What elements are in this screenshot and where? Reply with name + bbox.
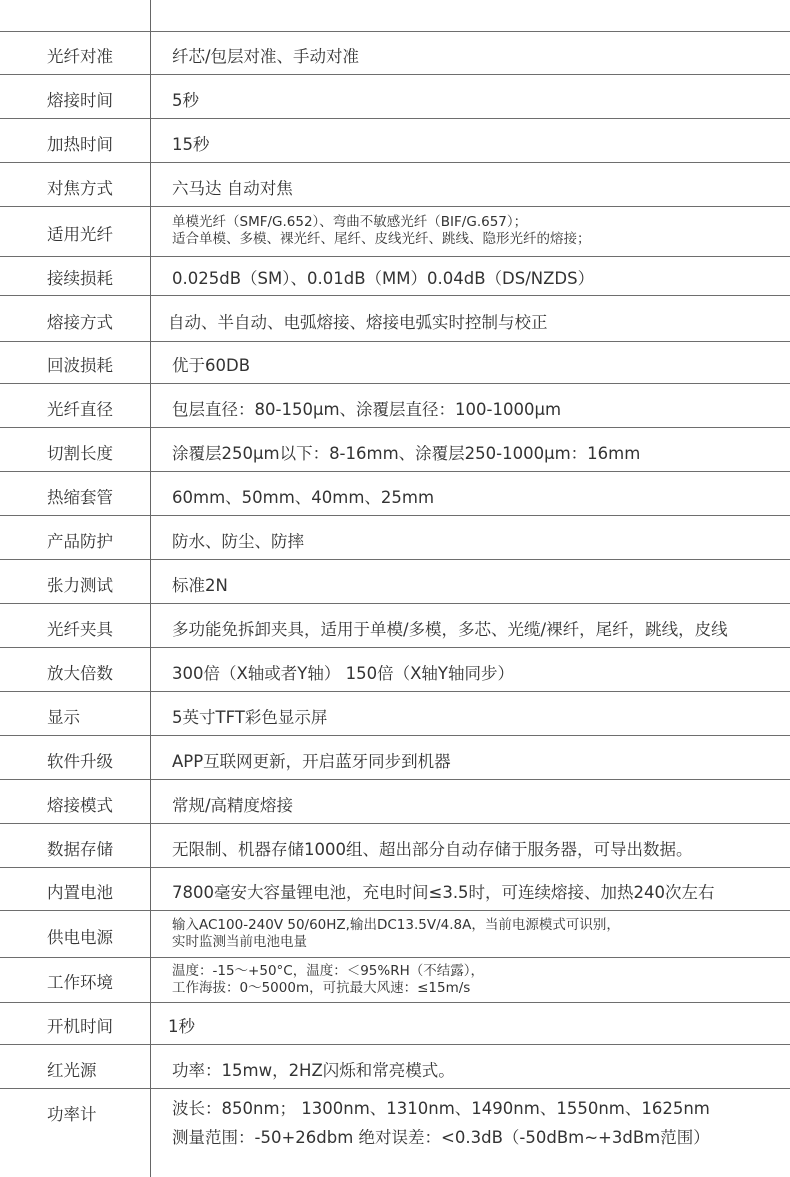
- spec-key: 熔接模式: [47, 796, 113, 815]
- spec-value: APP互联网更新，开启蓝牙同步到机器: [172, 752, 451, 771]
- spec-value-line: 测量范围：-50+26dbm 绝对误差：<0.3dB（-50dBm~+3dBm范围）: [172, 1128, 710, 1147]
- table-row: [0, 736, 790, 780]
- spec-value: 300倍（X轴或者Y轴） 150倍（X轴Y轴同步）: [172, 664, 514, 683]
- table-row: [0, 257, 790, 296]
- spec-value-line: 实时监测当前电池电量: [172, 934, 307, 950]
- spec-key: 显示: [47, 708, 80, 727]
- spec-value: 60mm、50mm、40mm、25mm: [172, 488, 435, 507]
- table-row: [0, 119, 790, 163]
- table-row: [0, 342, 790, 384]
- table-row: [0, 1089, 790, 1177]
- spec-value: 常规/高精度熔接: [172, 796, 294, 815]
- spec-key: 热缩套管: [47, 488, 113, 507]
- table-row: [0, 296, 790, 342]
- spec-key: 接续损耗: [47, 269, 113, 288]
- spec-value: 7800毫安大容量锂电池，充电时间≤3.5时，可连续熔接、加热240次左右: [172, 883, 715, 902]
- table-row: [0, 516, 790, 560]
- table-row: [0, 692, 790, 736]
- spec-value-line: 适合单模、多模、裸光纤、尾纤、皮线光纤、跳线、隐形光纤的熔接；: [172, 231, 591, 247]
- spec-key: 熔接方式: [47, 313, 113, 332]
- spec-value: 无限制、机器存储1000组、超出部分自动存储于服务器，可导出数据。: [172, 840, 693, 859]
- table-row: [0, 648, 790, 692]
- table-row: [0, 868, 790, 911]
- spec-key: 放大倍数: [47, 664, 113, 683]
- column-divider: [150, 0, 151, 1177]
- spec-value: 1秒: [168, 1017, 195, 1036]
- spec-key: 对焦方式: [47, 179, 113, 198]
- spec-value: 15秒: [172, 135, 210, 154]
- spec-value: 纤芯/包层对准、手动对准: [172, 47, 360, 66]
- spec-key: 切割长度: [47, 444, 113, 463]
- spec-value: 包层直径：80-150μm、涂覆层直径：100-1000μm: [172, 400, 562, 419]
- table-row: [0, 958, 790, 1003]
- spec-key: 供电电源: [47, 928, 113, 947]
- spec-value-line: 波长：850nm； 1300nm、1310nm、1490nm、1550nm、1625nm: [172, 1099, 710, 1118]
- table-row: [0, 604, 790, 648]
- table-row: [0, 1045, 790, 1089]
- spec-value: 自动、半自动、电弧熔接、熔接电弧实时控制与校正: [168, 313, 548, 332]
- spec-key: 适用光纤: [47, 225, 113, 244]
- spec-value: [172, 963, 786, 997]
- table-row: [0, 75, 790, 119]
- spec-value-line: 单模光纤（SMF/G.652）、弯曲不敏感光纤（BIF/G.657）；: [172, 214, 528, 230]
- spec-key: 光纤夹具: [47, 620, 113, 639]
- table-row: [0, 32, 790, 75]
- spec-value-line: 输入AC100-240V 50/60HZ,输出DC13.5V/4.8A，当前电源模式可识别，: [172, 917, 620, 933]
- table-row: [0, 428, 790, 472]
- spec-key: 内置电池: [47, 883, 113, 902]
- spec-key: 光纤对准: [47, 47, 113, 66]
- table-row: [0, 1003, 790, 1045]
- spec-value: 防水、防尘、防摔: [172, 532, 304, 551]
- spec-key: 回波损耗: [47, 356, 113, 375]
- spec-value: 5秒: [172, 91, 199, 110]
- spec-key: 熔接时间: [47, 91, 113, 110]
- spec-value: 功率：15mw，2HZ闪烁和常亮模式。: [172, 1061, 455, 1080]
- spec-value: 5英寸TFT彩色显示屏: [172, 708, 328, 727]
- spec-value: 多功能免拆卸夹具，适用于单模/多模，多芯、光缆/裸纤，尾纤，跳线，皮线: [172, 620, 728, 639]
- spec-key: 开机时间: [47, 1017, 113, 1036]
- spec-value: 标准2N: [172, 576, 228, 595]
- spec-value: [172, 917, 786, 951]
- spec-key: 加热时间: [47, 135, 113, 154]
- spec-key: 红光源: [47, 1061, 97, 1080]
- spec-value: [172, 214, 786, 248]
- spec-key: 数据存储: [47, 840, 113, 859]
- table-top-spacer: [0, 0, 790, 32]
- spec-key: 张力测试: [47, 576, 113, 595]
- table-row: [0, 472, 790, 516]
- table-row: [0, 824, 790, 868]
- spec-value-line: 温度：-15～+50°C，温度：＜95%RH（不结露），: [172, 963, 485, 979]
- spec-value-line: 工作海拔：0～5000m，可抗最大风速：≤15m/s: [172, 980, 471, 996]
- spec-key: 工作环境: [47, 973, 113, 992]
- spec-value: [172, 1094, 786, 1152]
- table-row: [0, 163, 790, 207]
- spec-value: 0.025dB（SM）、0.01dB（MM）0.04dB（DS/NZDS）: [172, 269, 595, 288]
- table-row: [0, 911, 790, 958]
- table-row: [0, 384, 790, 428]
- table-row: [0, 207, 790, 257]
- spec-value: 六马达 自动对焦: [172, 179, 293, 198]
- spec-key: 产品防护: [47, 532, 113, 551]
- spec-key: 功率计: [47, 1105, 97, 1124]
- table-row: [0, 560, 790, 604]
- table-row: [0, 780, 790, 824]
- spec-key: 光纤直径: [47, 400, 113, 419]
- spec-key: 软件升级: [47, 752, 113, 771]
- spec-value: 优于60DB: [172, 356, 251, 375]
- spec-value: 涂覆层250μm以下：8-16mm、涂覆层250-1000μm：16mm: [172, 444, 641, 463]
